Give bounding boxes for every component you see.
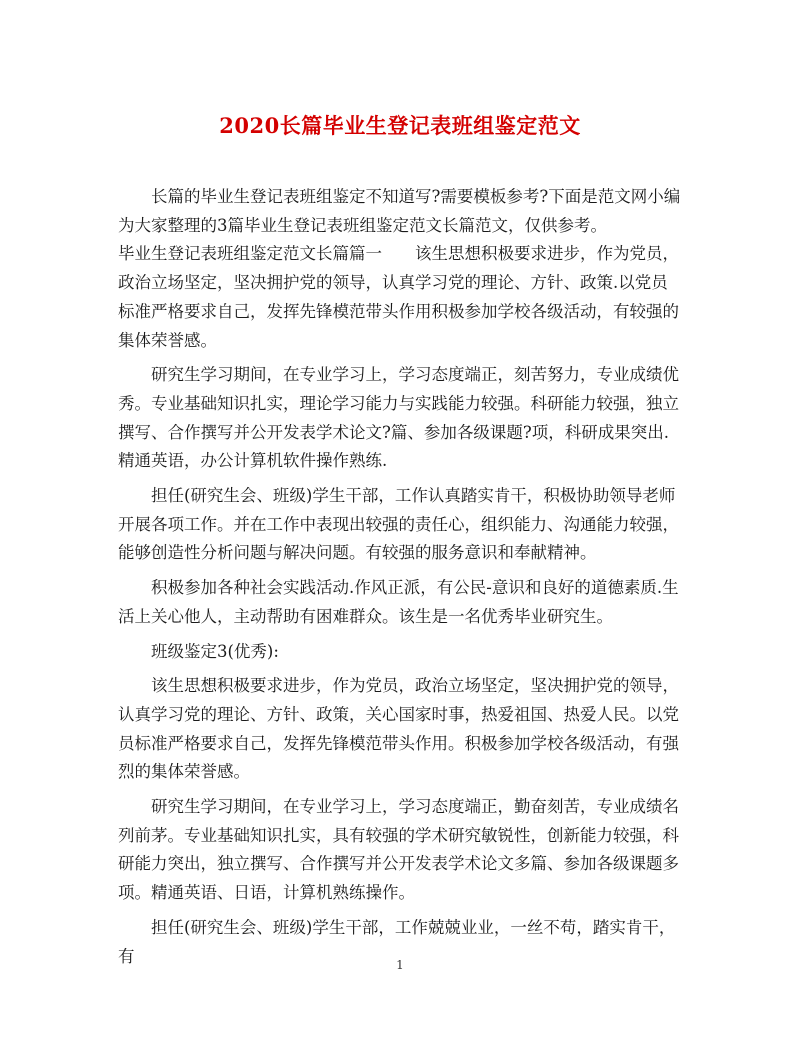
paragraph-heading-class-3: 班级鉴定3(优秀): <box>151 641 279 661</box>
paragraph-thought: 该生思想积极要求进步，作为党员，政治立场坚定，坚决拥护党的领导，认真学习党的理论、方针、政策，关心国家时事，热爱祖国、热爱人民。以党员标准严格要求自己，发挥先锋模范带头作用。积极参加学校各级活动，有强烈的集体荣誉感。 <box>118 676 679 782</box>
paragraph-practice: 积极参加各种社会实践活动.作风正派，有公民-意识和良好的道德素质.生活上关心他人，主动帮助有困难群众。该生是一名优秀毕业研究生。 <box>118 578 679 626</box>
page-number: 1 <box>396 958 404 972</box>
paragraph-study: 研究生学习期间，在专业学习上，学习态度端正，刻苦努力，专业成绩优秀。专业基础知识扎实，理论学习能力与实践能力较强。科研能力较强，独立撰写、合作撰写并公开发表学术论文?篇、参加各级课题?项，科研成果突出.精通英语，办公计算机软件操作熟练. <box>118 365 679 471</box>
paragraph-intro: 长篇的毕业生登记表班组鉴定不知道写?需要模板参考?下面是范文网小编为大家整理的3篇毕业生登记表班组鉴定范文长篇范文，仅供参考。 <box>118 187 681 235</box>
document-body <box>118 183 684 971</box>
paragraph-cadre-2: 担任(研究生会、班级)学生干部，工作兢兢业业，一丝不苟，踏实肯干，有 <box>118 917 676 966</box>
paragraph-example-1: 毕业生登记表班组鉴定范文长篇篇一 该生思想积极要求进步，作为党员，政治立场坚定，坚决拥护党的领导，认真学习党的理论、方针、政策.以党员标准严格要求自己，发挥先锋模范带头作用积极参加学校各级活动，有较强的集体荣誉感。 <box>118 244 679 350</box>
document-title: 2020长篇毕业生登记表班组鉴定范文 <box>219 113 581 138</box>
paragraph-cadre: 担任(研究生会、班级)学生干部，工作认真踏实肯干，积极协助领导老师开展各项工作。并在工作中表现出较强的责任心，组织能力、沟通能力较强，能够创造性分析问题与解决问题。有较强的服务意识和奉献精神。 <box>118 486 679 563</box>
paragraph-study-2: 研究生学习期间，在专业学习上，学习态度端正，勤奋刻苦，专业成绩名列前茅。专业基础知识扎实，具有较强的学术研究敏锐性，创新能力较强，科研能力突出，独立撰写、合作撰写并公开发表学术论文多篇、参加各级课题多项。精通英语、日语，计算机熟练操作。 <box>118 797 679 903</box>
